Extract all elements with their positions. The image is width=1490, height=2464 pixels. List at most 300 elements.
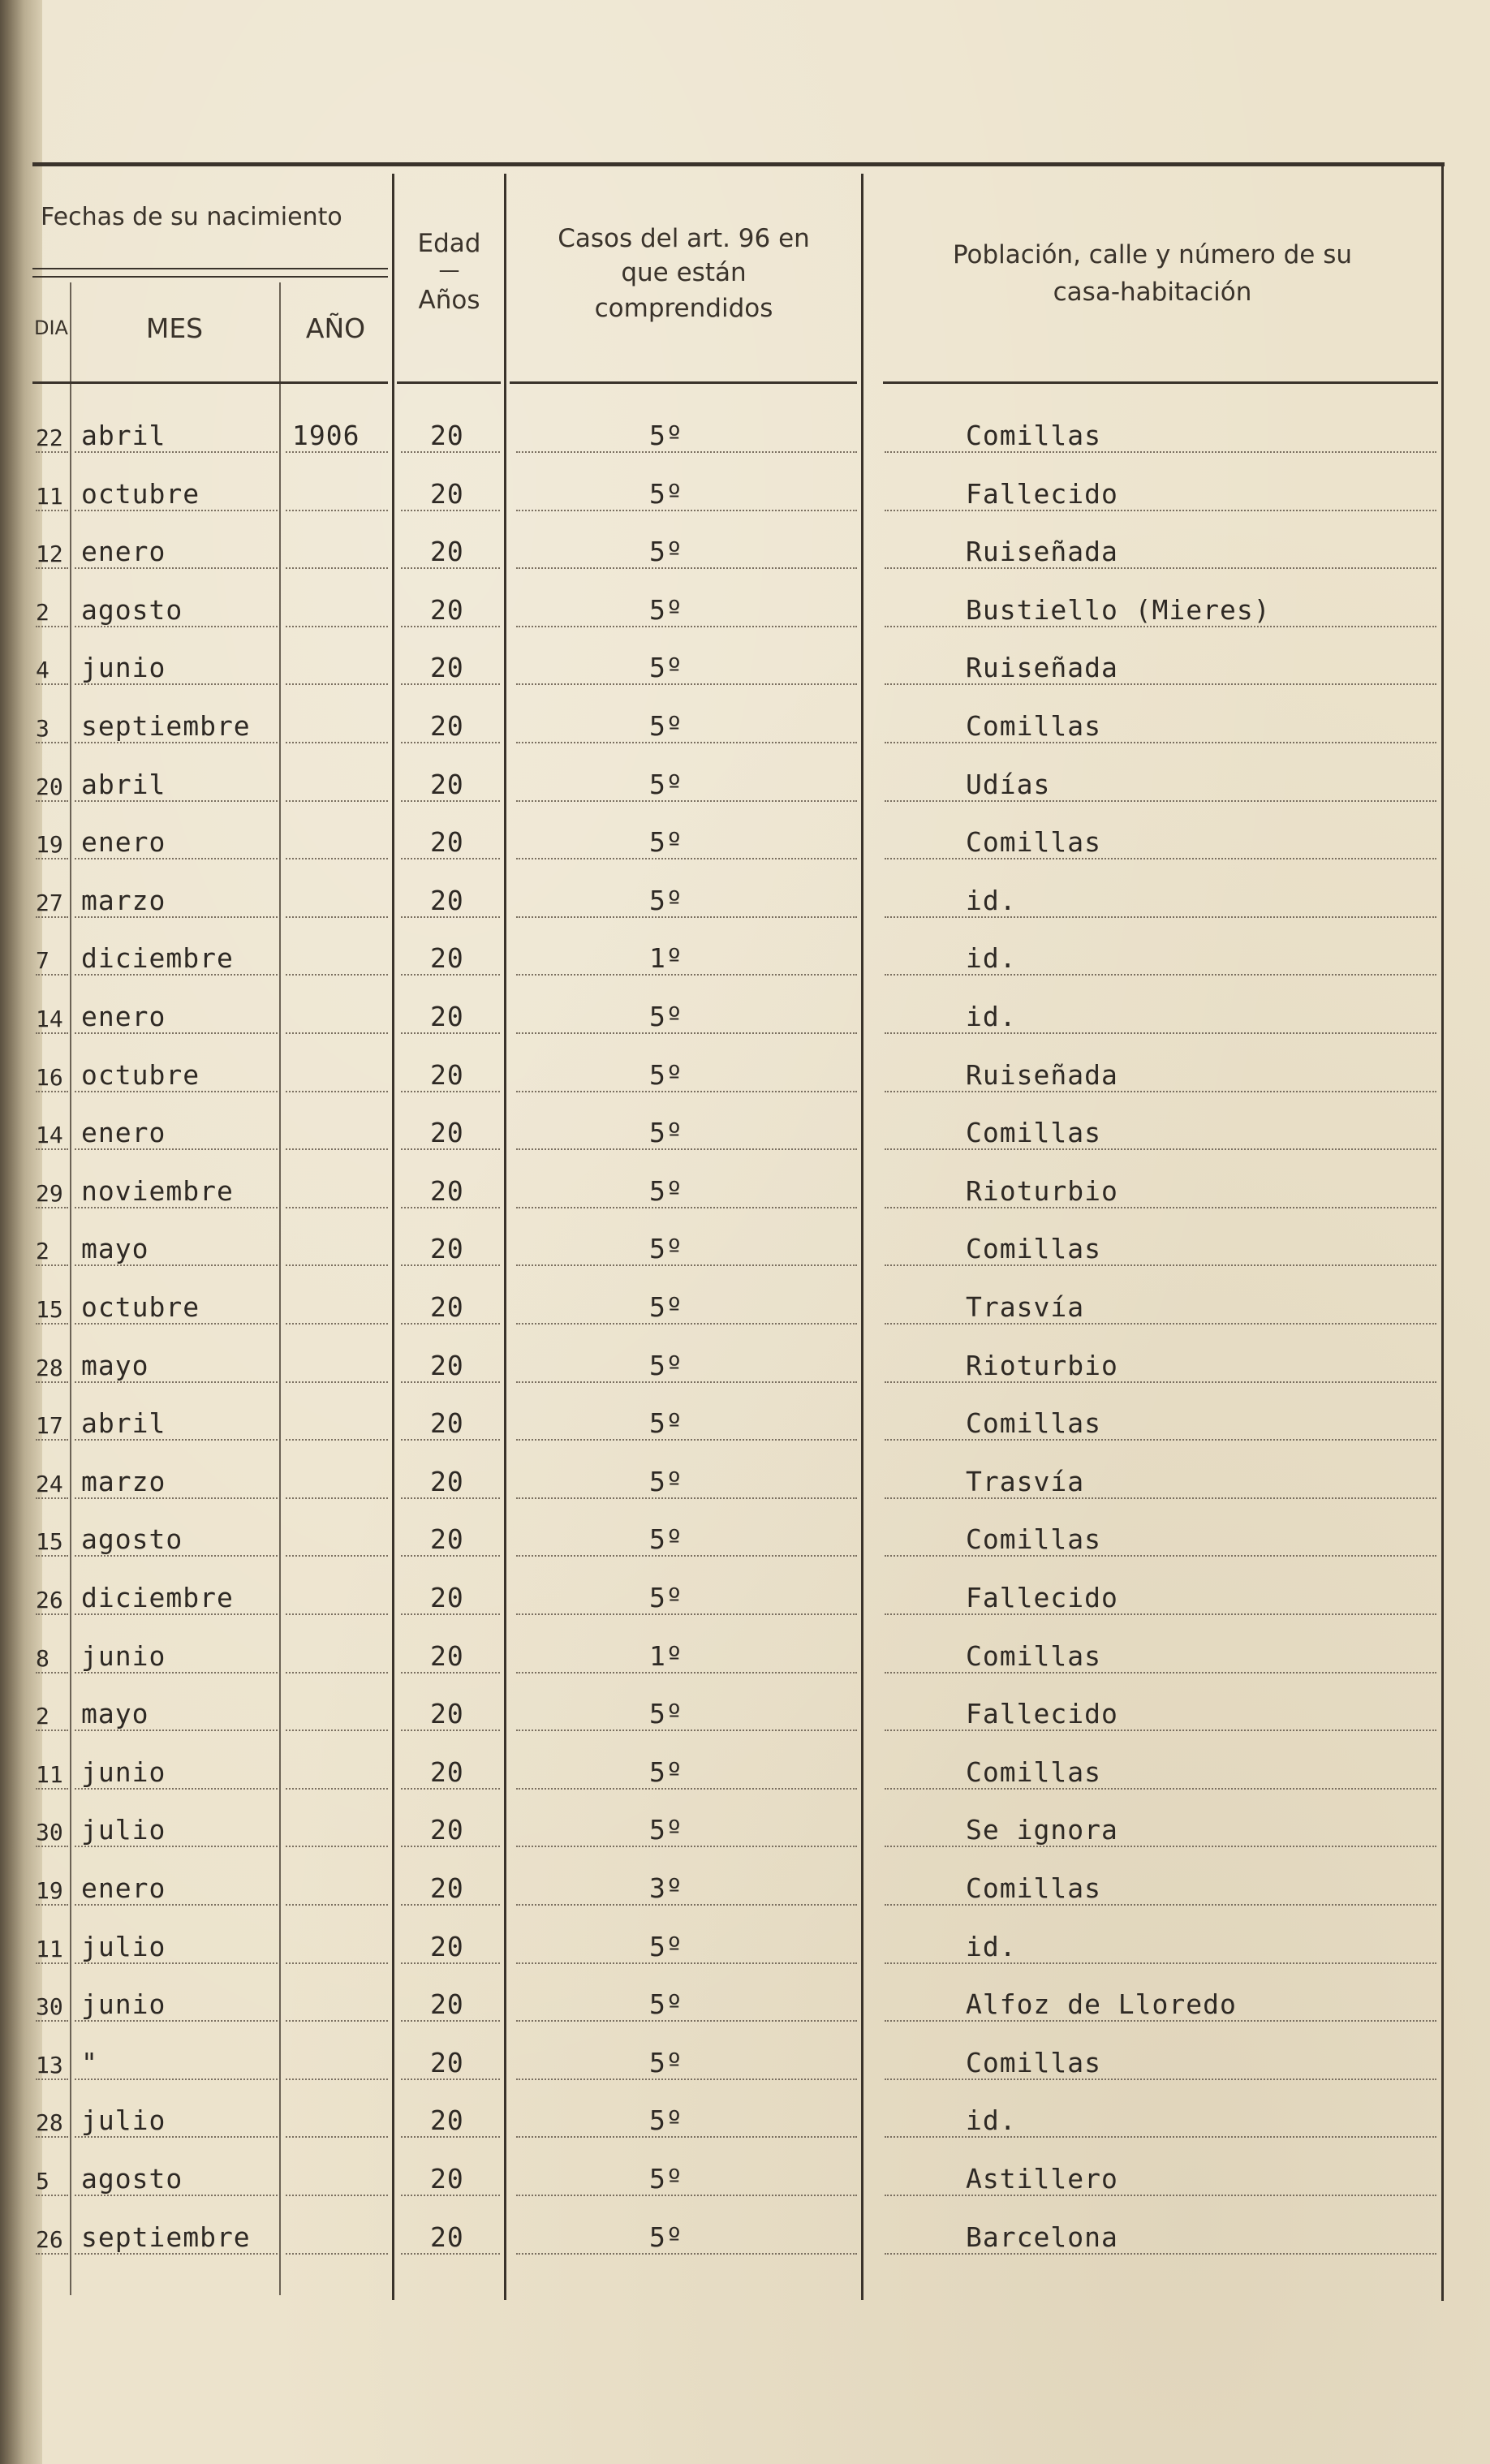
row-dotted-rule (516, 1032, 857, 1034)
row-dotted-rule (516, 1148, 857, 1150)
row-dotted-rule (516, 1439, 857, 1441)
cell-caso: 5º (649, 1349, 683, 1381)
row-dotted-rule (516, 1904, 857, 1906)
cell-poblacion: id. (966, 1001, 1017, 1032)
row-dotted-rule (75, 1904, 278, 1906)
cell-caso: 5º (649, 477, 683, 510)
row-dotted-rule (36, 1264, 68, 1266)
row-dotted-rule (885, 974, 1436, 976)
row-dotted-rule (885, 2020, 1436, 2022)
row-dotted-rule (36, 1381, 68, 1383)
row-dotted-rule (516, 1555, 857, 1557)
cell-dia: 28 (36, 2109, 63, 2137)
row-dotted-rule (36, 1323, 68, 1325)
cell-caso: 5º (649, 1233, 683, 1265)
table-row (0, 1676, 1490, 1734)
row-dotted-rule (401, 683, 500, 685)
table-row (0, 1385, 1490, 1444)
row-dotted-rule (286, 1439, 388, 1441)
top-border (32, 162, 1445, 166)
row-dotted-rule (75, 1613, 278, 1615)
cell-edad: 20 (430, 1001, 464, 1032)
cell-caso: 5º (649, 768, 683, 800)
cell-edad: 20 (430, 593, 464, 626)
table-row (0, 747, 1490, 805)
table-row (0, 863, 1490, 921)
cell-edad: 20 (430, 1755, 464, 1788)
cell-poblacion: id. (966, 884, 1017, 916)
row-dotted-rule (286, 1555, 388, 1557)
row-dotted-rule (885, 2136, 1436, 2138)
row-dotted-rule (885, 742, 1436, 743)
row-dotted-rule (885, 1672, 1436, 1674)
cell-poblacion: Bustiello (Mieres) (966, 593, 1271, 626)
row-dotted-rule (885, 567, 1436, 569)
cell-dia: 3 (36, 715, 50, 742)
row-dotted-rule (516, 2195, 857, 2196)
row-dotted-rule (885, 1439, 1436, 1441)
cell-mes: octubre (81, 1058, 200, 1091)
row-dotted-rule (286, 626, 388, 627)
header-casos-line3: comprendidos (594, 294, 773, 323)
cell-mes: octubre (81, 1291, 200, 1323)
cell-dia: 29 (36, 1179, 63, 1207)
row-dotted-rule (286, 683, 388, 685)
row-dotted-rule (401, 2078, 500, 2080)
row-dotted-rule (885, 800, 1436, 802)
row-dotted-rule (516, 683, 857, 685)
cell-dia: 5 (36, 2168, 50, 2195)
cell-caso: 5º (649, 1698, 683, 1730)
cell-caso: 5º (649, 826, 683, 859)
table-row (0, 1211, 1490, 1269)
row-dotted-rule (75, 2020, 278, 2022)
row-dotted-rule (36, 2136, 68, 2138)
table-row (0, 2025, 1490, 2083)
row-dotted-rule (36, 800, 68, 802)
table-row (0, 1095, 1490, 1153)
row-dotted-rule (401, 1091, 500, 1092)
row-dotted-rule (885, 1730, 1436, 1731)
row-dotted-rule (516, 2253, 857, 2255)
cell-edad: 20 (430, 1930, 464, 1962)
row-dotted-rule (36, 1672, 68, 1674)
row-dotted-rule (75, 451, 278, 453)
row-dotted-rule (36, 1555, 68, 1557)
cell-edad: 20 (430, 1988, 464, 2021)
row-dotted-rule (36, 1439, 68, 1441)
cell-edad: 20 (430, 1291, 464, 1323)
row-dotted-rule (401, 1148, 500, 1150)
row-dotted-rule (401, 1613, 500, 1615)
row-dotted-rule (36, 683, 68, 685)
cell-edad: 20 (430, 1058, 464, 1091)
header-mes: MES (145, 312, 204, 344)
cell-poblacion: id. (966, 1930, 1017, 1962)
cell-caso: 5º (649, 1291, 683, 1323)
cell-dia: 8 (36, 1644, 50, 1672)
row-dotted-rule (516, 567, 857, 569)
cell-caso: 5º (649, 884, 683, 916)
cell-poblacion: Comillas (966, 1755, 1101, 1788)
cell-caso: 5º (649, 2046, 683, 2078)
cell-dia: 17 (36, 1412, 63, 1440)
cell-poblacion: Comillas (966, 1233, 1101, 1265)
header-dia: DIA (34, 317, 68, 339)
row-dotted-rule (885, 683, 1436, 685)
row-dotted-rule (516, 1730, 857, 1731)
cell-dia: 4 (36, 657, 50, 684)
table-row (0, 1269, 1490, 1328)
row-dotted-rule (75, 1497, 278, 1499)
cell-poblacion: id. (966, 2104, 1017, 2137)
cell-dia: 15 (36, 1296, 63, 1323)
row-dotted-rule (401, 1904, 500, 1906)
table-row (0, 2083, 1490, 2141)
row-dotted-rule (286, 1672, 388, 1674)
row-dotted-rule (75, 2253, 278, 2255)
cell-ano: 1906 (292, 420, 360, 451)
cell-mes: agosto (81, 2163, 183, 2195)
row-dotted-rule (516, 1091, 857, 1092)
table-row (0, 1966, 1490, 2025)
cell-poblacion: Trasvía (966, 1291, 1085, 1323)
table-row (0, 630, 1490, 688)
cell-edad: 20 (430, 420, 464, 451)
row-dotted-rule (286, 2078, 388, 2080)
row-dotted-rule (516, 1613, 857, 1615)
cell-mes: enero (81, 1001, 166, 1032)
cell-mes: julio (81, 1814, 166, 1846)
table-row (0, 979, 1490, 1037)
row-dotted-rule (885, 510, 1436, 511)
cell-edad: 20 (430, 536, 464, 568)
row-dotted-rule (286, 1613, 388, 1615)
row-dotted-rule (401, 1032, 500, 1034)
row-dotted-rule (286, 2253, 388, 2255)
cell-edad: 20 (430, 1582, 464, 1613)
row-dotted-rule (401, 974, 500, 976)
table-row (0, 1850, 1490, 1909)
header-anos: Años (418, 286, 480, 315)
row-dotted-rule (75, 510, 278, 511)
cell-edad: 20 (430, 2163, 464, 2195)
cell-caso: 5º (649, 536, 683, 568)
cell-poblacion: Comillas (966, 420, 1101, 451)
row-dotted-rule (885, 1148, 1436, 1150)
cell-caso: 5º (649, 1523, 683, 1556)
row-dotted-rule (36, 2020, 68, 2022)
cell-poblacion: Fallecido (966, 1582, 1118, 1613)
row-dotted-rule (75, 1730, 278, 1731)
cell-caso: 5º (649, 2104, 683, 2137)
cell-caso: 5º (649, 1755, 683, 1788)
cell-poblacion: Udías (966, 768, 1051, 800)
cell-dia: 2 (36, 1703, 50, 1730)
row-dotted-rule (286, 1497, 388, 1499)
row-dotted-rule (36, 1497, 68, 1499)
cell-poblacion: Comillas (966, 1523, 1101, 1556)
cell-caso: 5º (649, 1001, 683, 1032)
row-dotted-rule (401, 451, 500, 453)
row-dotted-rule (286, 2195, 388, 2196)
cell-mes: junio (81, 1988, 166, 2021)
row-dotted-rule (36, 974, 68, 976)
row-dotted-rule (75, 916, 278, 918)
row-dotted-rule (36, 916, 68, 918)
row-dotted-rule (885, 2253, 1436, 2255)
row-dotted-rule (885, 2078, 1436, 2080)
row-dotted-rule (286, 800, 388, 802)
cell-poblacion: Alfoz de Lloredo (966, 1988, 1237, 2021)
cell-caso: 5º (649, 1465, 683, 1497)
cell-mes: diciembre (81, 1582, 234, 1613)
cell-poblacion: Ruiseñada (966, 1058, 1118, 1091)
header-bottom-rule-fechas (32, 381, 388, 384)
cell-mes: agosto (81, 593, 183, 626)
table-row (0, 688, 1490, 747)
cell-mes: " (81, 2046, 98, 2078)
row-dotted-rule (75, 1264, 278, 1266)
row-dotted-rule (36, 2253, 68, 2255)
row-dotted-rule (885, 1323, 1436, 1325)
row-dotted-rule (516, 1962, 857, 1964)
table-row (0, 514, 1490, 572)
row-dotted-rule (516, 1846, 857, 1847)
cell-dia: 16 (36, 1063, 63, 1091)
row-dotted-rule (516, 1381, 857, 1383)
row-dotted-rule (885, 1091, 1436, 1092)
row-dotted-rule (36, 1904, 68, 1906)
cell-caso: 1º (649, 1639, 683, 1672)
cell-edad: 20 (430, 884, 464, 916)
table-row (0, 1501, 1490, 1560)
cell-dia: 13 (36, 2051, 63, 2078)
row-dotted-rule (885, 1904, 1436, 1906)
cell-mes: septiembre (81, 710, 251, 742)
row-dotted-rule (36, 1788, 68, 1790)
cell-poblacion: Comillas (966, 1407, 1101, 1440)
row-dotted-rule (36, 2195, 68, 2196)
row-dotted-rule (286, 1846, 388, 1847)
row-dotted-rule (401, 1962, 500, 1964)
cell-dia: 2 (36, 1238, 50, 1265)
row-dotted-rule (885, 1381, 1436, 1383)
row-dotted-rule (36, 567, 68, 569)
cell-edad: 20 (430, 1349, 464, 1381)
row-dotted-rule (885, 1264, 1436, 1266)
header-edad-separator: — (438, 258, 460, 282)
row-dotted-rule (286, 1904, 388, 1906)
cell-poblacion: Rioturbio (966, 1174, 1118, 1207)
cell-edad: 20 (430, 1523, 464, 1556)
row-dotted-rule (75, 1788, 278, 1790)
cell-mes: junio (81, 652, 166, 684)
row-dotted-rule (75, 742, 278, 743)
cell-mes: septiembre (81, 2221, 251, 2253)
cell-caso: 5º (649, 1058, 683, 1091)
row-dotted-rule (36, 626, 68, 627)
cell-edad: 20 (430, 2221, 464, 2253)
cell-edad: 20 (430, 1465, 464, 1497)
row-dotted-rule (885, 858, 1436, 859)
row-dotted-rule (36, 858, 68, 859)
row-dotted-rule (885, 916, 1436, 918)
cell-edad: 20 (430, 826, 464, 859)
table-row (0, 1618, 1490, 1677)
row-dotted-rule (401, 2136, 500, 2138)
row-dotted-rule (286, 742, 388, 743)
row-dotted-rule (36, 2078, 68, 2080)
row-dotted-rule (885, 1788, 1436, 1790)
row-dotted-rule (401, 1555, 500, 1557)
row-dotted-rule (401, 510, 500, 511)
row-dotted-rule (401, 2020, 500, 2022)
row-dotted-rule (516, 2020, 857, 2022)
fechas-double-rule-2 (32, 276, 388, 278)
table-row (0, 1792, 1490, 1850)
row-dotted-rule (401, 2195, 500, 2196)
row-dotted-rule (75, 2136, 278, 2138)
cell-mes: enero (81, 826, 166, 859)
row-dotted-rule (401, 567, 500, 569)
cell-poblacion: Comillas (966, 1872, 1101, 1904)
cell-dia: 30 (36, 1819, 63, 1846)
table-row (0, 920, 1490, 979)
row-dotted-rule (286, 1381, 388, 1383)
row-dotted-rule (401, 916, 500, 918)
table-row (0, 1560, 1490, 1618)
row-dotted-rule (516, 2136, 857, 2138)
cell-dia: 14 (36, 1006, 63, 1032)
cell-edad: 20 (430, 710, 464, 742)
table-row (0, 1734, 1490, 1793)
cell-dia: 20 (36, 773, 63, 800)
row-dotted-rule (75, 1323, 278, 1325)
cell-dia: 19 (36, 1877, 63, 1904)
row-dotted-rule (401, 858, 500, 859)
row-dotted-rule (75, 626, 278, 627)
cell-dia: 11 (36, 1760, 63, 1788)
row-dotted-rule (885, 451, 1436, 453)
row-dotted-rule (885, 626, 1436, 627)
row-dotted-rule (516, 1788, 857, 1790)
row-dotted-rule (286, 1264, 388, 1266)
row-dotted-rule (36, 1613, 68, 1615)
cell-caso: 5º (649, 2163, 683, 2195)
row-dotted-rule (286, 1091, 388, 1092)
cell-dia: 11 (36, 1935, 63, 1962)
row-dotted-rule (885, 1613, 1436, 1615)
cell-mes: marzo (81, 884, 166, 916)
cell-mes: junio (81, 1755, 166, 1788)
table-row (0, 456, 1490, 515)
cell-edad: 20 (430, 1117, 464, 1149)
cell-edad: 20 (430, 477, 464, 510)
row-dotted-rule (516, 451, 857, 453)
row-dotted-rule (36, 1148, 68, 1150)
row-dotted-rule (885, 1497, 1436, 1499)
row-dotted-rule (286, 1730, 388, 1731)
row-dotted-rule (36, 510, 68, 511)
cell-poblacion: Barcelona (966, 2221, 1118, 2253)
cell-poblacion: Rioturbio (966, 1349, 1118, 1381)
row-dotted-rule (401, 1730, 500, 1731)
row-dotted-rule (401, 1264, 500, 1266)
cell-poblacion: Comillas (966, 1117, 1101, 1149)
row-dotted-rule (286, 2020, 388, 2022)
cell-edad: 20 (430, 1174, 464, 1207)
row-dotted-rule (75, 2078, 278, 2080)
row-dotted-rule (286, 974, 388, 976)
row-dotted-rule (401, 2253, 500, 2255)
row-dotted-rule (401, 1846, 500, 1847)
header-ano: AÑO (305, 312, 366, 344)
cell-dia: 22 (36, 424, 63, 451)
cell-mes: marzo (81, 1465, 166, 1497)
row-dotted-rule (75, 858, 278, 859)
row-dotted-rule (401, 1439, 500, 1441)
cell-caso: 5º (649, 1174, 683, 1207)
row-dotted-rule (286, 1148, 388, 1150)
row-dotted-rule (286, 1032, 388, 1034)
table-row (0, 1328, 1490, 1386)
cell-dia: 15 (36, 1528, 63, 1556)
table-row (0, 1909, 1490, 1967)
row-dotted-rule (75, 1846, 278, 1847)
row-dotted-rule (75, 1091, 278, 1092)
cell-poblacion: Ruiseñada (966, 536, 1118, 568)
cell-poblacion: Ruiseñada (966, 652, 1118, 684)
row-dotted-rule (75, 974, 278, 976)
cell-dia: 14 (36, 1122, 63, 1149)
cell-dia: 2 (36, 598, 50, 626)
row-dotted-rule (75, 1439, 278, 1441)
cell-edad: 20 (430, 1814, 464, 1846)
cell-dia: 12 (36, 541, 63, 568)
cell-mes: agosto (81, 1523, 183, 1556)
cell-caso: 3º (649, 1872, 683, 1904)
row-dotted-rule (286, 1207, 388, 1208)
row-dotted-rule (516, 742, 857, 743)
row-dotted-rule (286, 916, 388, 918)
row-dotted-rule (885, 1846, 1436, 1847)
cell-mes: julio (81, 2104, 166, 2137)
row-dotted-rule (885, 2195, 1436, 2196)
table-row (0, 804, 1490, 863)
row-dotted-rule (516, 974, 857, 976)
cell-dia: 24 (36, 1470, 63, 1497)
cell-dia: 7 (36, 947, 50, 975)
cell-caso: 5º (649, 710, 683, 742)
cell-edad: 20 (430, 1407, 464, 1440)
cell-poblacion: Comillas (966, 826, 1101, 859)
cell-caso: 1º (649, 942, 683, 975)
row-dotted-rule (516, 1672, 857, 1674)
row-dotted-rule (401, 800, 500, 802)
cell-mes: mayo (81, 1349, 149, 1381)
cell-dia: 26 (36, 2225, 63, 2253)
cell-mes: mayo (81, 1233, 149, 1265)
cell-caso: 5º (649, 420, 683, 451)
cell-caso: 5º (649, 1930, 683, 1962)
table-row (0, 1153, 1490, 1212)
row-dotted-rule (401, 1788, 500, 1790)
table-row (0, 398, 1490, 456)
row-dotted-rule (286, 1962, 388, 1964)
row-dotted-rule (516, 916, 857, 918)
cell-poblacion: Trasvía (966, 1465, 1085, 1497)
